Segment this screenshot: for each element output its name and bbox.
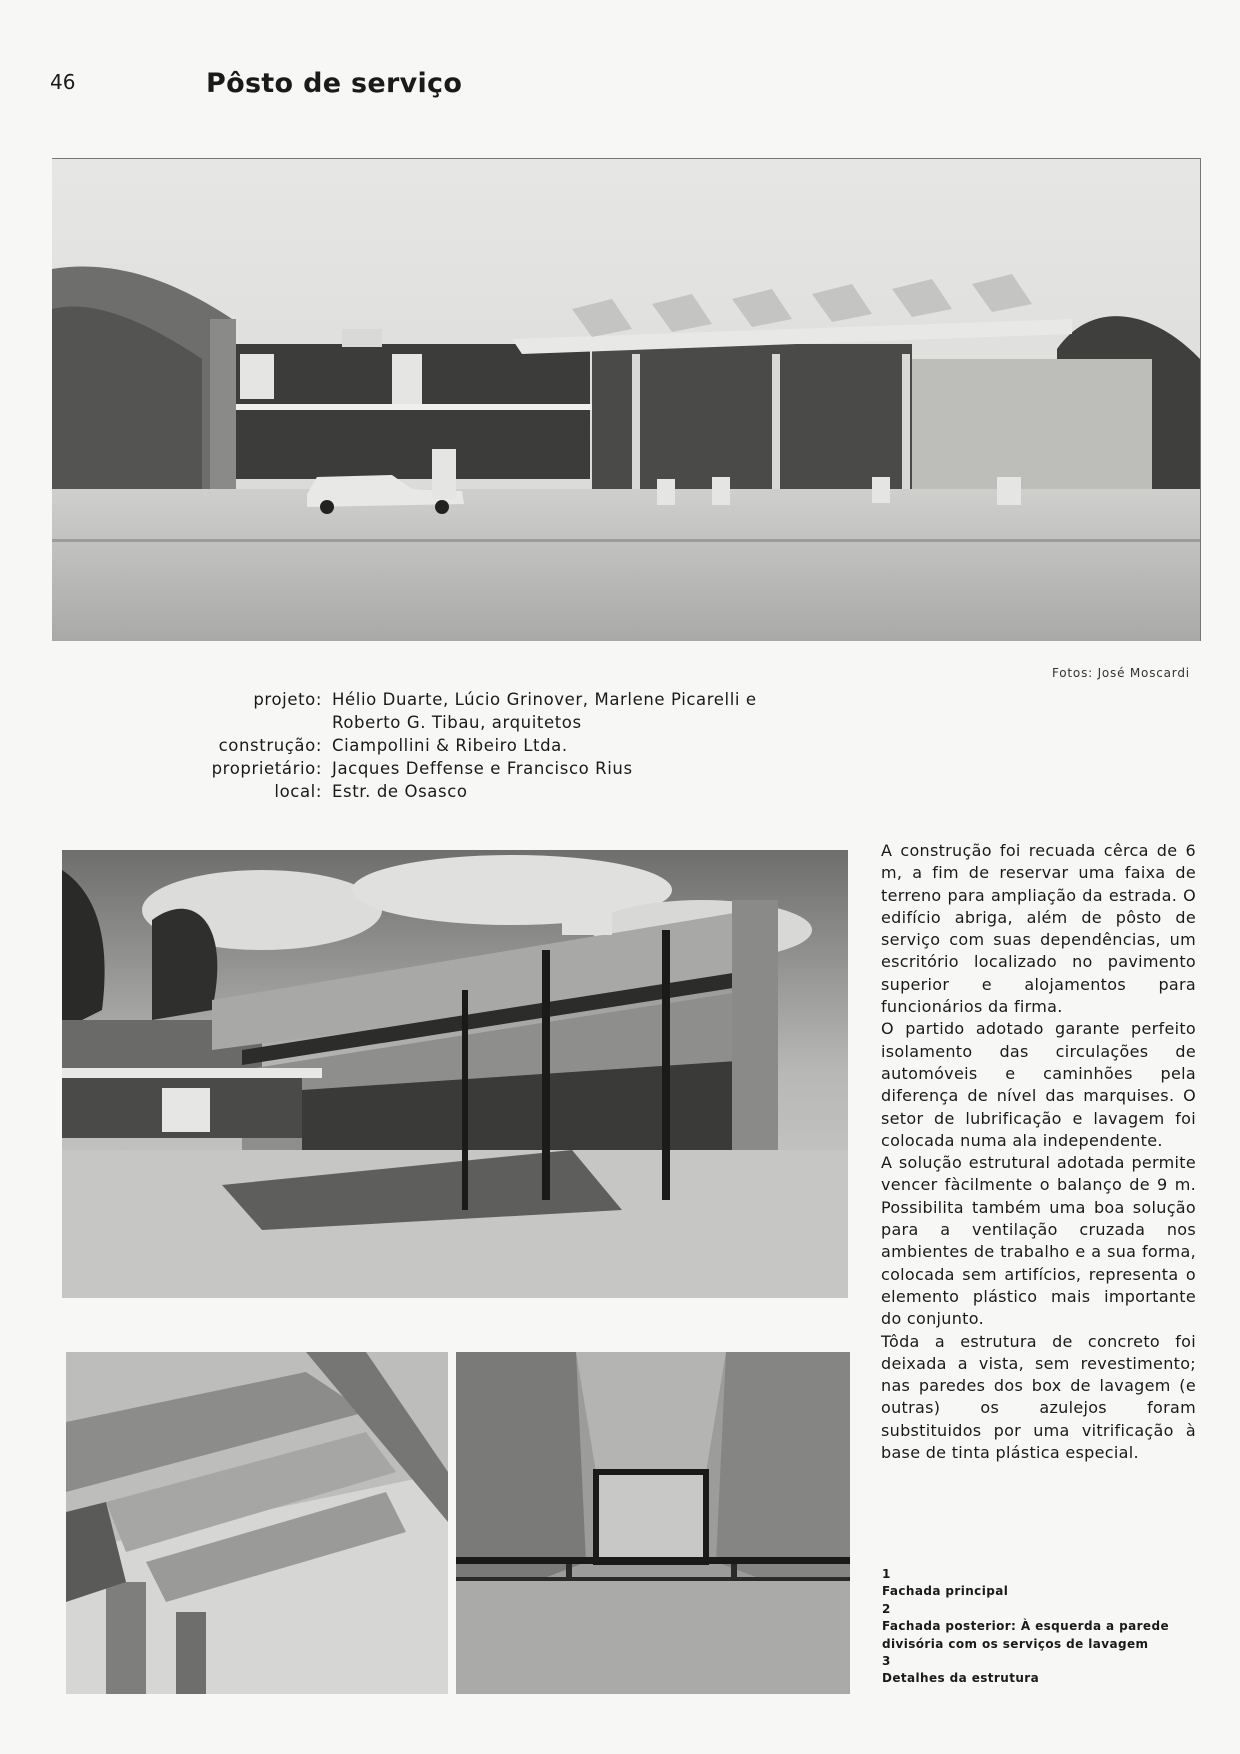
body-paragraph: O partido adotado garante perfeito isolamento das circulações de automóveis e caminhões pela diferença de nível das marquises. O setor de lubrificação e lavagem foi colocada numa ala independente. (881, 1019, 1196, 1150)
caption-text: Fachada posterior: À esquerda a parede divisória com os serviços de lavagem (882, 1619, 1169, 1651)
credit-value: Hélio Duarte, Lúcio Grinover, Marlene Picarelli e Roberto G. Tibau, arquitetos (332, 690, 757, 732)
photo-rear-facade (62, 850, 848, 1298)
credit-row-projeto (150, 688, 772, 734)
credit-label: proprietário: (211, 759, 322, 778)
credit-value: Ciampollini & Ribeiro Ltda. (332, 736, 568, 755)
body-paragraph: A construção foi recuada cêrca de 6 m, a fim de reservar uma faixa de terreno para ampliação da estrada. O edifício abriga, além de pôsto de serviço com suas dependências, um escritório localizado no pavimento superior e alojamentos para funcionários da firma. (881, 841, 1196, 1017)
page-number: 46 (50, 70, 76, 94)
caption-text: Fachada principal (882, 1584, 1009, 1599)
body-text (881, 840, 1196, 1464)
photo-captions (882, 1566, 1202, 1688)
caption-text: Detalhes da estrutura (882, 1671, 1040, 1686)
credits-block (150, 688, 772, 803)
body-paragraph: A solução estrutural adotada permite vencer fàcilmente o balanço de 9 m. Possibilita também uma boa solução para a ventilação cruzada nos ambientes de trabalho e a sua forma, colocada sem artifícios, representa o elemento plástico mais importante do conjunto. (881, 1153, 1196, 1329)
caption-number: 1 (882, 1567, 891, 1581)
photo-structure-detail-1 (66, 1352, 448, 1694)
credit-row-proprietario (150, 757, 772, 780)
body-paragraph: Tôda a estrutura de concreto foi deixada a vista, sem revestimento; nas paredes dos box de lavagem (e outras) os azulejos foram substituidos por uma vitrificação à base de tinta plástica especial. (881, 1331, 1196, 1463)
caption-number: 2 (882, 1601, 891, 1616)
credit-row-construcao (150, 734, 772, 757)
credit-label: local: (274, 782, 322, 801)
credit-value: Estr. de Osasco (332, 782, 468, 801)
photo-structure-detail-2 (456, 1352, 850, 1694)
credit-value: Jacques Deffense e Francisco Rius (332, 759, 633, 778)
credit-row-local (150, 780, 772, 803)
photo-main-facade (52, 158, 1201, 641)
photo-credit: Fotos: José Moscardi (1052, 666, 1190, 680)
credit-label: construção: (218, 736, 322, 755)
credit-label: projeto: (253, 690, 322, 709)
page-title: Pôsto de serviço (206, 68, 463, 99)
caption-number: 3 (882, 1654, 891, 1669)
